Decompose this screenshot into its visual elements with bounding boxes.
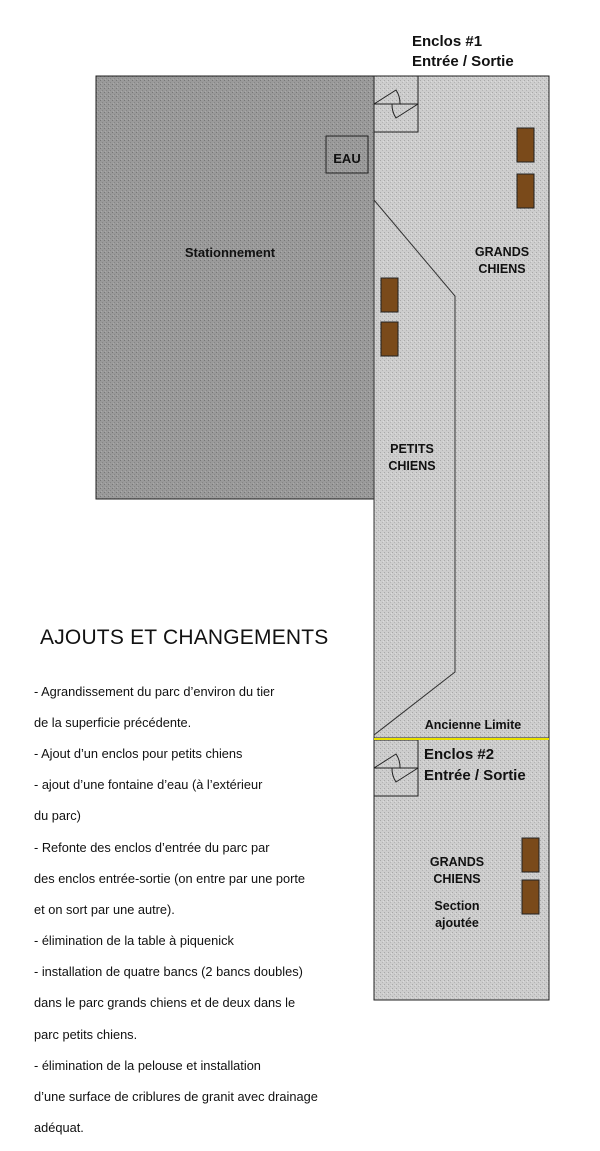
- grands-chiens-line-2: CHIENS: [478, 262, 526, 276]
- changes-title: AJOUTS ET CHANGEMENTS: [40, 626, 329, 649]
- note-line: parc petits chiens.: [34, 1026, 138, 1042]
- stationnement-label: Stationnement: [184, 245, 276, 260]
- petits-chiens-label: [376, 441, 448, 475]
- section-ajoutee-line-2: ajoutée: [435, 916, 479, 930]
- eau-label: EAU: [333, 151, 361, 166]
- note-line: - Refonte des enclos d’entrée du parc par: [34, 839, 270, 855]
- bench: [522, 838, 539, 872]
- note-line: de la superficie précédente.: [34, 714, 192, 730]
- enclos-2-subtitle: Entrée / Sortie: [424, 767, 526, 784]
- grands-chiens-lower-label: [418, 854, 496, 888]
- bench: [381, 322, 398, 356]
- note-line: - Ajout d’un enclos pour petits chiens: [34, 745, 243, 761]
- grands-chiens-lower-line-2: CHIENS: [433, 872, 481, 886]
- enclos-1-label: [412, 32, 514, 72]
- section-ajoutee-line-1: Section: [434, 899, 480, 913]
- bench: [517, 128, 534, 162]
- bench: [522, 880, 539, 914]
- note-line: - ajout d’une fontaine d’eau (à l’extérieur: [34, 777, 263, 793]
- grands-chiens-label: [462, 244, 542, 278]
- changes-notes: [34, 668, 364, 1151]
- note-line: - élimination de la pelouse et installation: [34, 1057, 261, 1073]
- enclos-1-subtitle: Entrée / Sortie: [412, 53, 514, 70]
- note-line: des enclos entrée-sortie (on entre par une porte: [34, 870, 306, 886]
- section-ajoutee-label: [418, 898, 496, 932]
- note-line: - élimination de la table à piquenick: [34, 933, 234, 949]
- note-line: et on sort par une autre).: [34, 901, 175, 917]
- enclos-1-name: Enclos #1: [412, 33, 483, 50]
- grands-chiens-line-1: GRANDS: [474, 245, 530, 259]
- bench: [517, 174, 534, 208]
- note-line: adéquat.: [34, 1120, 84, 1136]
- note-line: - Agrandissement du parc d’environ du tier: [34, 683, 275, 699]
- enclos-2-label: [424, 744, 526, 786]
- petits-chiens-line-1: PETITS: [390, 442, 434, 456]
- petits-chiens-line-2: CHIENS: [388, 459, 436, 473]
- note-line: du parc): [34, 808, 81, 824]
- note-line: d’une surface de criblures de granit avec drainage: [34, 1089, 318, 1105]
- bench: [381, 278, 398, 312]
- enclos-2-name: Enclos #2: [424, 746, 495, 763]
- note-line: dans le parc grands chiens et de deux dans le: [34, 995, 296, 1011]
- ancienne-limite-label: Ancienne Limite: [424, 718, 522, 732]
- note-line: - installation de quatre bancs (2 bancs doubles): [34, 964, 303, 980]
- grands-chiens-lower-line-1: GRANDS: [429, 855, 485, 869]
